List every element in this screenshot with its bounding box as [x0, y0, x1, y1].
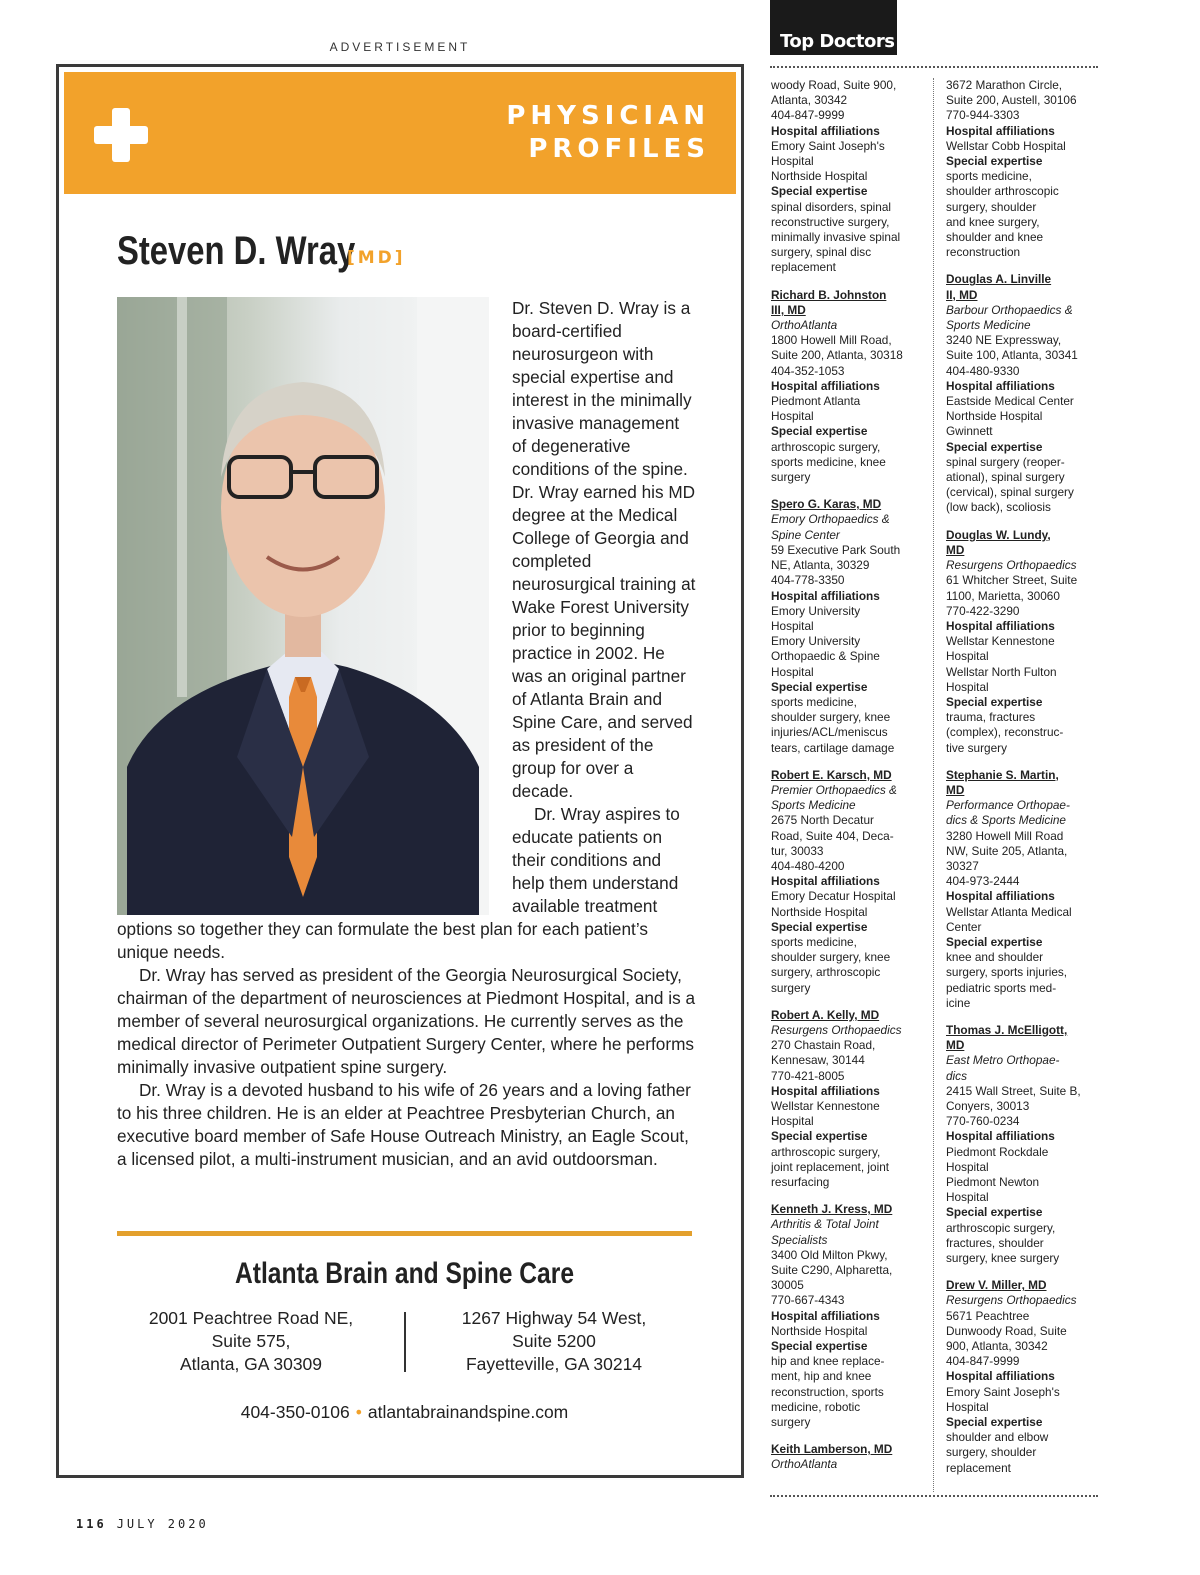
listing-line: arthroscopic surgery,	[771, 1144, 881, 1159]
listing-line: Suite C290, Alpharetta,	[771, 1263, 893, 1278]
address-divider	[404, 1312, 406, 1372]
issue-date: JULY 2020	[116, 1517, 209, 1531]
listing-line: Dunwoody Road, Suite	[946, 1323, 1067, 1338]
bullet-separator: •	[355, 1402, 362, 1422]
listing-line: 404-480-4200	[771, 858, 845, 873]
doctor-listing	[771, 768, 923, 996]
listing-line: sports medicine,	[771, 694, 857, 709]
page-footer	[76, 1517, 209, 1531]
listing-line: MD	[946, 782, 965, 797]
top-doctors-tab: Top Doctors	[770, 0, 897, 55]
doctor-listing-name[interactable]	[771, 1202, 923, 1217]
listing-line: surgery, knee surgery	[946, 1251, 1060, 1266]
listing-line: OrthoAtlanta	[771, 318, 838, 333]
listing-line: spinal surgery (reoper-	[946, 454, 1065, 469]
listing-line: arthroscopic surgery,	[771, 439, 881, 454]
doctor-listing-name[interactable]	[771, 288, 923, 318]
listing-line: MD	[946, 1038, 965, 1053]
listing-line: dics	[946, 1068, 967, 1083]
bio-paragraph: Dr. Wray has served as president of the Georgia Neurosurgical Society, chairman of the department of neurosciences at Piedmont Hospital, and is a member of several neurosurgical organizations. He currently serves as the medical director of Perimeter Outpatient Surgery Center, where he performs minimally invasive outpatient spine surgery.	[117, 965, 696, 1077]
listing-line: 30005	[771, 1278, 804, 1293]
listing-line: Suite 200, Atlanta, 30318	[771, 348, 903, 363]
doctor-listing-practice	[946, 1053, 1098, 1083]
listing-line: shoulder arthroscopic	[946, 184, 1059, 199]
listing-line: tive surgery	[946, 740, 1007, 755]
listing-line: Wellstar North Fulton	[946, 664, 1057, 679]
listing-line: joint replacement, joint	[771, 1159, 890, 1174]
listing-line: minimally invasive spinal	[771, 230, 901, 245]
listing-line: arthroscopic surgery,	[946, 1220, 1056, 1235]
listing-line: 404-480-9330	[946, 363, 1020, 378]
listing-line: 30327	[946, 858, 979, 873]
doctor-listing	[946, 1023, 1098, 1266]
listing-line: fractures, shoulder	[946, 1235, 1044, 1250]
listing-line: surgery, arthroscopic	[771, 965, 881, 980]
listing-line: Spine Center	[771, 527, 840, 542]
column-divider	[933, 78, 934, 1492]
listing-line: reconstruction	[946, 245, 1021, 260]
listing-line: 61 Whitcher Street, Suite	[946, 573, 1078, 588]
listing-line: II, MD	[946, 287, 978, 302]
listing-line: Piedmont Atlanta	[771, 394, 861, 409]
listing-line: Drew V. Miller, MD	[946, 1278, 1047, 1293]
continued-listing	[946, 78, 1098, 260]
listing-line: Douglas A. Linville	[946, 272, 1052, 287]
banner-title	[506, 100, 710, 166]
listing-line: Hospital	[771, 618, 814, 633]
doctor-listing-practice	[946, 798, 1098, 828]
listing-line: 59 Executive Park South	[771, 542, 901, 557]
doctor-listing-name[interactable]	[946, 768, 1098, 798]
doctor-listing	[771, 288, 923, 486]
listing-line: Arthritis & Total Joint	[771, 1217, 879, 1232]
listing-line: Kennesaw, 30144	[771, 1053, 865, 1068]
listing-line: NW, Suite 205, Atlanta,	[946, 843, 1068, 858]
listing-line: reconstruction, sports	[771, 1384, 884, 1399]
doctor-listing-name[interactable]	[946, 528, 1098, 558]
listing-line: (low back), scoliosis	[946, 500, 1051, 515]
listing-line: 770-667-4343	[771, 1293, 845, 1308]
listing-line: trauma, fractures	[946, 710, 1036, 725]
listing-line: Northside Hospital	[771, 169, 868, 184]
doctor-listing-practice	[771, 512, 923, 542]
listing-line: 770-422-3290	[946, 603, 1020, 618]
listing-line: Performance Orthopae-	[946, 798, 1070, 813]
listing-label: Hospital affiliations	[771, 588, 880, 603]
contact-line	[117, 1402, 692, 1423]
listing-line: Specialists	[771, 1232, 828, 1247]
listing-line: Spero G. Karas, MD	[771, 497, 882, 512]
doctor-listing-name[interactable]	[946, 272, 1098, 302]
listing-line: 404-352-1053	[771, 363, 845, 378]
listing-line: Resurgens Orthopaedics	[946, 1293, 1077, 1308]
listing-line: Wellstar Kennestone	[946, 634, 1055, 649]
listing-label: Hospital affiliations	[946, 123, 1055, 138]
doctor-credential: [MD]	[347, 248, 406, 268]
listing-line: Emory Saint Joseph's	[771, 138, 885, 153]
listing-line: shoulder surgery, knee	[771, 950, 891, 965]
listing-line: 3240 NE Expressway,	[946, 333, 1062, 348]
doctor-listing-practice	[946, 558, 1098, 573]
listing-line: replacement	[771, 260, 836, 275]
bio-paragraph: Dr. Wray aspires to educate patients on their conditions and help them understand available treatment options so together they can formulate the best plan for each patient’s unique needs.	[117, 804, 680, 962]
doctor-listing	[771, 497, 923, 755]
listing-label: Special expertise	[946, 1415, 1043, 1430]
listing-line: 900, Atlanta, 30342	[946, 1339, 1048, 1354]
listing-line: dics & Sports Medicine	[946, 813, 1066, 828]
listing-line: 5671 Peachtree	[946, 1308, 1030, 1323]
listing-line: 1100, Marietta, 30060	[946, 588, 1060, 603]
listing-line: knee and shoulder	[946, 950, 1044, 965]
listing-line: ational), spinal surgery	[946, 470, 1065, 485]
listing-line: (complex), reconstruc-	[946, 725, 1064, 740]
listing-line: Hospital	[946, 1399, 989, 1414]
listing-line: Sports Medicine	[946, 318, 1031, 333]
doctor-listing	[946, 528, 1098, 756]
listing-label: Hospital affiliations	[946, 618, 1055, 633]
listing-line: sports medicine,	[771, 934, 857, 949]
listing-line: hip and knee replace-	[771, 1354, 885, 1369]
listing-line: 404-847-9999	[771, 108, 845, 123]
doctor-listing-name[interactable]	[771, 1008, 923, 1023]
doctor-list-column-1	[771, 78, 923, 1473]
listing-line: Emory University	[771, 634, 861, 649]
listing-label: Special expertise	[771, 1339, 868, 1354]
listing-line: Wellstar Cobb Hospital	[946, 138, 1066, 153]
listing-line: 3280 Howell Mill Road	[946, 828, 1064, 843]
listing-label: Special expertise	[946, 694, 1043, 709]
doctor-listing	[946, 1278, 1098, 1476]
listing-line: 770-944-3303	[946, 108, 1020, 123]
listing-line: pediatric sports med-	[946, 980, 1057, 995]
listing-line: Resurgens Orthopaedics	[771, 1022, 902, 1037]
listing-line: resurfacing	[771, 1175, 830, 1190]
address-left: 2001 Peachtree Road NE, Suite 575, Atlanta, GA 30309	[148, 1308, 354, 1374]
bio-paragraph: Dr. Wray is a devoted husband to his wife of 26 years and a loving father to his three children. He is an elder at Peachtree Presbyterian Church, an executive board member of Safe House Outreach Ministry, an Eagle Scout, a licensed pilot, a multi-instrument musician, and an avid outdoorsman.	[117, 1080, 691, 1169]
listing-label: Hospital affiliations	[771, 123, 880, 138]
listing-line: 404-847-9999	[946, 1354, 1020, 1369]
listing-label: Hospital affiliations	[946, 889, 1055, 904]
listing-line: Hospital	[946, 1190, 989, 1205]
listing-line: 3400 Old Milton Pkwy,	[771, 1247, 888, 1262]
listing-label: Hospital affiliations	[946, 1129, 1055, 1144]
website-link[interactable]: atlantabrainandspine.com	[367, 1402, 569, 1422]
listing-line: 270 Chastain Road,	[771, 1038, 876, 1053]
listing-line: tur, 30033	[771, 843, 824, 858]
doctor-listing-practice	[771, 1023, 923, 1038]
listing-line: Robert E. Karsch, MD	[771, 767, 892, 782]
listing-line: Conyers, 30013	[946, 1099, 1030, 1113]
listing-label: Hospital affiliations	[946, 1369, 1055, 1384]
listing-line: 404-973-2444	[946, 874, 1020, 889]
listing-line: Hospital	[771, 409, 814, 424]
listing-line: Center	[946, 919, 982, 934]
listing-line: shoulder and knee	[946, 230, 1044, 245]
listing-line: 3672 Marathon Circle,	[946, 78, 1063, 92]
listing-line: 770-421-8005	[771, 1068, 845, 1083]
doctor-listing	[946, 272, 1098, 515]
doctor-listing-practice	[946, 1293, 1098, 1308]
listing-line: 404-778-3350	[771, 573, 845, 588]
listing-line: Douglas W. Lundy,	[946, 527, 1051, 542]
listing-line: Resurgens Orthopaedics	[946, 558, 1077, 573]
listing-label: Special expertise	[946, 934, 1043, 949]
listing-line: Emory University	[771, 603, 861, 618]
listing-line: shoulder and elbow	[946, 1430, 1049, 1445]
page-number: 116	[76, 1517, 107, 1531]
listing-line: Eastside Medical Center	[946, 394, 1074, 409]
profile-banner	[64, 72, 736, 194]
bio-paragraph: Dr. Steven D. Wray is a board-certified neurosurgeon with special expertise and interest in the minimally invasive management of degenerative conditions of the spine. Dr. Wray earned his MD degree at the Medical College of Georgia and completed neurosurgical training at Wake Forest University prior to beginning practice in 2002. He was an original partner of Atlanta Brain and Spine Care, and served as president of the group for over a decade.	[512, 298, 696, 801]
address-right: 1267 Highway 54 West, Suite 5200 Fayetteville, GA 30214	[461, 1308, 647, 1374]
listing-line: surgery	[771, 1415, 811, 1430]
listing-line: reconstructive surgery,	[771, 214, 890, 229]
doctor-list-column-2	[946, 78, 1098, 1476]
listing-line: Suite 100, Atlanta, 30341	[946, 348, 1078, 363]
listing-line: Kenneth J. Kress, MD	[771, 1202, 893, 1217]
listing-line: Sports Medicine	[771, 798, 856, 813]
doctor-listing-name[interactable]	[771, 1442, 923, 1457]
practice-name: Atlanta Brain and Spine Care	[234, 1257, 575, 1290]
doctor-listing-name[interactable]	[946, 1023, 1098, 1053]
doctor-listing-practice	[771, 318, 923, 333]
listing-label: Hospital affiliations	[771, 1308, 880, 1323]
listing-line: 2415 Wall Street, Suite B,	[946, 1083, 1081, 1098]
listing-label: Hospital affiliations	[771, 1083, 880, 1098]
doctor-listing	[771, 1008, 923, 1190]
top-rule	[770, 66, 1098, 68]
doctor-listing-practice	[771, 1457, 923, 1472]
listing-line: Thomas J. McElligott,	[946, 1022, 1068, 1037]
listing-label: Hospital affiliations	[771, 874, 880, 889]
doctor-listing-name[interactable]	[771, 497, 923, 512]
listing-line: III, MD	[771, 302, 806, 317]
listing-line: 1800 Howell Mill Road,	[771, 333, 892, 348]
doctor-listing	[771, 1442, 923, 1472]
listing-line: 770-760-0234	[946, 1114, 1020, 1129]
listing-line: Robert A. Kelly, MD	[771, 1007, 880, 1022]
listing-line: Orthopaedic & Spine	[771, 649, 880, 664]
listing-line: woody Road, Suite 900,	[771, 78, 897, 92]
listing-line: Emory Saint Joseph's	[946, 1384, 1060, 1399]
listing-label: Special expertise	[946, 439, 1043, 454]
banner-title-line2: PROFILES	[528, 134, 710, 164]
listing-line: injuries/ACL/meniscus	[771, 725, 888, 740]
physician-profile-ad	[56, 64, 744, 1478]
listing-line: Richard B. Johnston	[771, 287, 887, 302]
listing-line: Stephanie S. Martin,	[946, 767, 1059, 782]
listing-line: Premier Orthopaedics &	[771, 782, 897, 797]
listing-line: Hospital	[946, 1159, 989, 1174]
listing-line: East Metro Orthopae-	[946, 1053, 1060, 1068]
listing-line: surgery, shoulder	[946, 1445, 1037, 1460]
listing-line: spinal disorders, spinal	[771, 199, 891, 214]
listing-line: surgery, sports injuries,	[946, 965, 1068, 980]
listing-line: Piedmont Newton	[946, 1175, 1040, 1190]
listing-line: sports medicine, knee	[771, 454, 886, 469]
listing-line: Wellstar Kennestone	[771, 1099, 880, 1113]
listing-label: Hospital affiliations	[771, 378, 880, 393]
doctor-listing-practice	[771, 1217, 923, 1247]
doctor-listing-name[interactable]	[771, 768, 923, 783]
listing-line: Northside Hospital	[946, 409, 1043, 424]
listing-label: Hospital affiliations	[946, 378, 1055, 393]
listing-line: icine	[946, 995, 971, 1010]
phone-number: 404-350-0106	[240, 1402, 350, 1422]
listing-line: surgery	[771, 980, 811, 995]
listing-label: Special expertise	[771, 184, 868, 199]
listing-line: OrthoAtlanta	[771, 1457, 838, 1472]
listing-line: (cervical), spinal surgery	[946, 485, 1074, 500]
listing-line: Hospital	[771, 664, 814, 679]
doctor-listing-practice	[946, 303, 1098, 333]
listing-line: Piedmont Rockdale	[946, 1144, 1049, 1159]
listing-line: Hospital	[946, 649, 989, 664]
section-divider	[117, 1231, 692, 1236]
listing-line: Northside Hospital	[771, 1323, 868, 1338]
advertisement-label: ADVERTISEMENT	[329, 40, 471, 54]
doctor-name: Steven D. Wray	[117, 229, 356, 273]
listing-line: medicine, robotic	[771, 1399, 861, 1414]
continued-listing	[771, 78, 923, 276]
bottom-rule	[770, 1495, 1098, 1497]
doctor-listing	[946, 768, 1098, 1011]
listing-line: Road, Suite 404, Deca-	[771, 828, 894, 843]
listing-line: Northside Hospital	[771, 904, 868, 919]
listing-label: Special expertise	[771, 919, 868, 934]
listing-line: Barbour Orthopaedics &	[946, 302, 1073, 317]
listing-label: Special expertise	[946, 1205, 1043, 1220]
listing-line: Hospital	[946, 679, 989, 694]
listing-label: Special expertise	[771, 424, 868, 439]
listing-line: surgery, spinal disc	[771, 245, 872, 260]
listing-line: 2675 North Decatur	[771, 813, 874, 828]
listing-label: Special expertise	[771, 679, 868, 694]
banner-title-line1: PHYSICIAN	[506, 101, 710, 131]
doctor-listing	[771, 1202, 923, 1430]
listing-line: replacement	[946, 1460, 1011, 1475]
doctor-bio	[117, 297, 697, 1171]
listing-line: surgery, shoulder	[946, 199, 1037, 214]
listing-line: NE, Atlanta, 30329	[771, 558, 870, 573]
listing-line: Wellstar Atlanta Medical	[946, 904, 1072, 919]
listing-line: and knee surgery,	[946, 214, 1040, 229]
listing-label: Special expertise	[771, 1129, 868, 1144]
listing-line: ment, hip and knee	[771, 1369, 872, 1384]
listing-line: surgery	[771, 470, 811, 485]
listing-line: Emory Decatur Hospital	[771, 889, 896, 904]
listing-line: Emory Orthopaedics &	[771, 512, 890, 527]
listing-line: tears, cartilage damage	[771, 740, 895, 755]
doctor-listing-name[interactable]	[946, 1278, 1098, 1293]
listing-label: Special expertise	[946, 154, 1043, 169]
listing-line: Hospital	[771, 154, 814, 169]
listing-line: MD	[946, 542, 965, 557]
listing-line: shoulder surgery, knee	[771, 710, 891, 725]
listing-line: Hospital	[771, 1114, 814, 1129]
listing-line: sports medicine,	[946, 169, 1032, 184]
medical-cross-icon	[94, 108, 148, 162]
doctor-listing-practice	[771, 783, 923, 813]
listing-line: Suite 200, Austell, 30106	[946, 93, 1077, 108]
listing-line: Atlanta, 30342	[771, 93, 848, 108]
listing-line: Keith Lamberson, MD	[771, 1442, 893, 1457]
listing-line: Gwinnett	[946, 424, 993, 439]
